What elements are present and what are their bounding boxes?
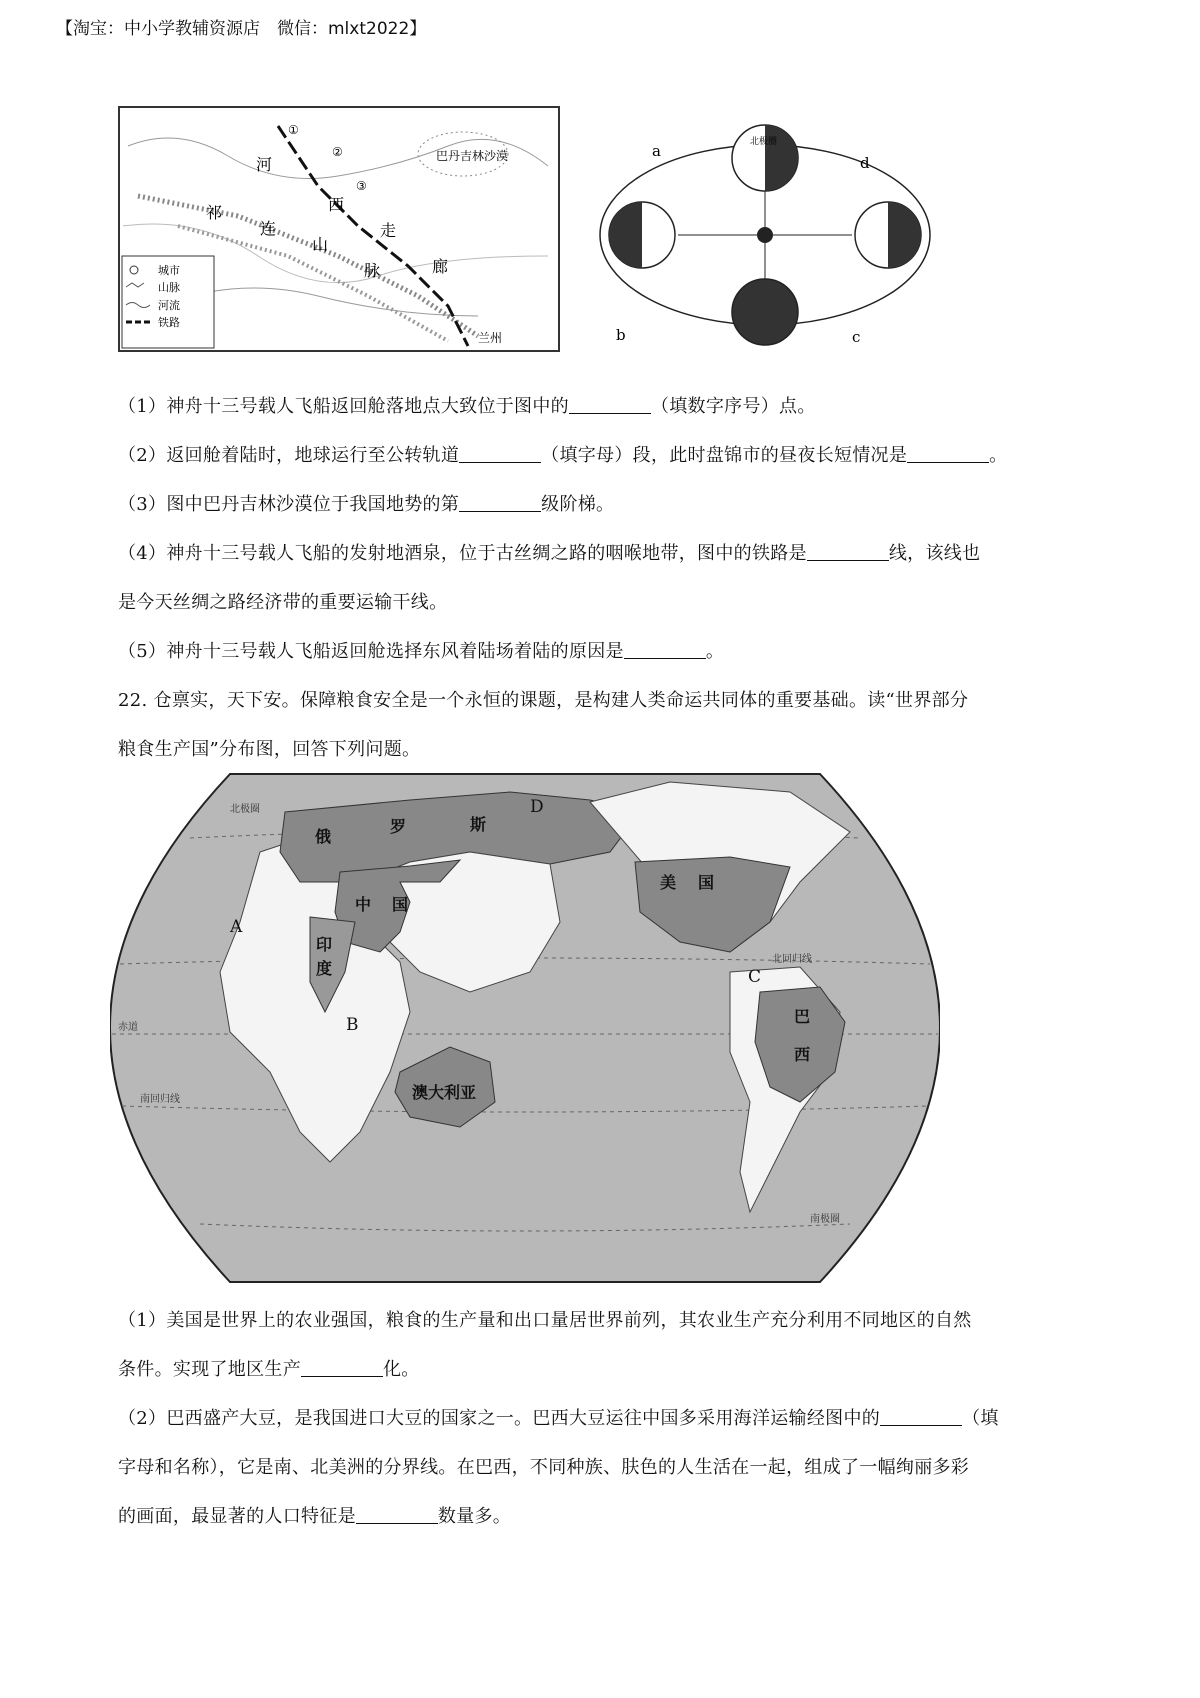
answer-blank[interactable] bbox=[356, 1505, 438, 1524]
country-india-2: 度 bbox=[316, 959, 333, 978]
pole-label: 北极圈 bbox=[750, 137, 778, 147]
tropic-capricorn-label: 南回归线 bbox=[140, 1094, 180, 1105]
corridor-char-2: 西 bbox=[328, 195, 345, 214]
antarctic-circle-label: 南极圈 bbox=[810, 1214, 840, 1225]
q22-item-2-line-2: 字母和名称），它是南、北美洲的分界线。在巴西，不同种族、肤色的人生活在一起，组成了一幅绚丽多彩 bbox=[118, 1457, 970, 1478]
country-usa-1: 美 bbox=[660, 873, 677, 892]
watermark-header: 【淘宝：中小学教辅资源店 微信：mlxt2022】 bbox=[56, 19, 427, 39]
earth-top bbox=[732, 125, 798, 191]
answer-blank[interactable] bbox=[807, 542, 889, 561]
country-usa-2: 国 bbox=[698, 873, 715, 892]
city-label: 兰州 bbox=[478, 331, 503, 345]
earth-right bbox=[855, 202, 921, 268]
world-grain-map bbox=[110, 772, 940, 1284]
mountain-char-3: 山 bbox=[312, 235, 329, 254]
country-russia-1: 俄 bbox=[315, 827, 332, 846]
map-legend bbox=[122, 256, 214, 348]
point-b: B bbox=[346, 1015, 359, 1035]
tropic-cancer-label: 北回归线 bbox=[772, 954, 812, 965]
country-russia-3: 斯 bbox=[470, 815, 487, 834]
q21-item-2: （2）返回舱着陆时，地球运行至公转轨道 （填字母）段，此时盘锦市的昼夜长短情况是 。 bbox=[118, 445, 1008, 466]
sun-icon bbox=[757, 227, 773, 243]
legend-city: 城市 bbox=[158, 264, 180, 277]
country-china-1: 中 bbox=[355, 895, 372, 914]
answer-blank[interactable] bbox=[907, 444, 989, 463]
mountain-char-2: 连 bbox=[260, 219, 277, 238]
corridor-char-3: 走 bbox=[380, 221, 397, 240]
equator-label: 赤道 bbox=[118, 1022, 138, 1033]
legend-river: 河流 bbox=[158, 299, 180, 312]
q22-item-2-line-3: 的画面，最显著的人口特征是 数量多。 bbox=[118, 1506, 512, 1527]
country-china-2: 国 bbox=[392, 895, 409, 914]
answer-blank[interactable] bbox=[624, 640, 706, 659]
q21-item-4-cont: 是今天丝绸之路经济带的重要运输干线。 bbox=[118, 592, 448, 613]
point-3-label: ③ bbox=[356, 179, 367, 193]
answer-blank[interactable] bbox=[459, 493, 541, 512]
q21-item-5: （5）神舟十三号载人飞船返回舱选择东风着陆场着陆的原因是 。 bbox=[118, 641, 725, 662]
country-brazil-1: 巴 bbox=[794, 1007, 811, 1026]
point-c: C bbox=[748, 967, 762, 987]
answer-blank[interactable] bbox=[459, 444, 541, 463]
country-russia-2: 罗 bbox=[390, 817, 407, 836]
orbit-label-d: d bbox=[860, 154, 870, 172]
orbit-label-c: c bbox=[852, 328, 861, 346]
hexi-corridor-map bbox=[118, 106, 560, 352]
country-india-1: 印 bbox=[316, 935, 333, 954]
q22-item-1-line-1: （1）美国是世界上的农业强国，粮食的生产量和出口量居世界前列，其农业生产充分利用不同地区的自然 bbox=[118, 1310, 972, 1331]
corridor-char-1: 河 bbox=[256, 155, 273, 174]
point-d: D bbox=[530, 797, 544, 817]
corridor-char-4: 廊 bbox=[432, 257, 449, 276]
answer-blank[interactable] bbox=[880, 1407, 962, 1426]
mountain-char-1: 祁 bbox=[206, 203, 223, 222]
orbit-label-b: b bbox=[616, 326, 626, 344]
point-1-label: ① bbox=[288, 123, 299, 137]
orbit-label-a: a bbox=[652, 142, 661, 160]
q22-intro-line-1: 22. 仓禀实，天下安。保障粮食安全是一个永恒的课题，是构建人类命运共同体的重要基础。读“世界部分 bbox=[118, 690, 969, 711]
q22-intro-line-2: 粮食生产国”分布图，回答下列问题。 bbox=[118, 739, 421, 760]
earth-bottom bbox=[732, 279, 798, 345]
q22-item-1-line-2: 条件。实现了地区生产 化。 bbox=[118, 1359, 420, 1380]
point-2-label: ② bbox=[332, 145, 343, 159]
mountain-char-4: 脉 bbox=[364, 261, 381, 280]
answer-blank[interactable] bbox=[569, 395, 651, 414]
q21-item-1: （1）神舟十三号载人飞船返回舱落地点大致位于图中的 （填数字序号）点。 bbox=[118, 396, 816, 417]
arctic-circle-label: 北极圈 bbox=[230, 804, 260, 815]
q21-item-4: （4）神舟十三号载人飞船的发射地酒泉，位于古丝绸之路的咽喉地带，图中的铁路是 线，该线也 bbox=[118, 543, 981, 564]
q21-item-3: （3）图中巴丹吉林沙漠位于我国地势的第 级阶梯。 bbox=[118, 494, 615, 515]
desert-label: 巴丹吉林沙漠 bbox=[436, 149, 509, 163]
earth-left bbox=[609, 202, 675, 268]
answer-blank[interactable] bbox=[301, 1358, 383, 1377]
point-a: A bbox=[230, 917, 243, 937]
country-australia: 澳大利亚 bbox=[412, 1083, 477, 1102]
earth-orbit-diagram bbox=[590, 110, 950, 360]
legend-railway: 铁路 bbox=[158, 316, 180, 329]
q22-item-2-line-1: （2）巴西盛产大豆，是我国进口大豆的国家之一。巴西大豆运往中国多采用海洋运输经图中的 （填 bbox=[118, 1408, 999, 1429]
country-brazil-2: 西 bbox=[794, 1045, 811, 1064]
legend-mountain: 山脉 bbox=[158, 281, 180, 294]
